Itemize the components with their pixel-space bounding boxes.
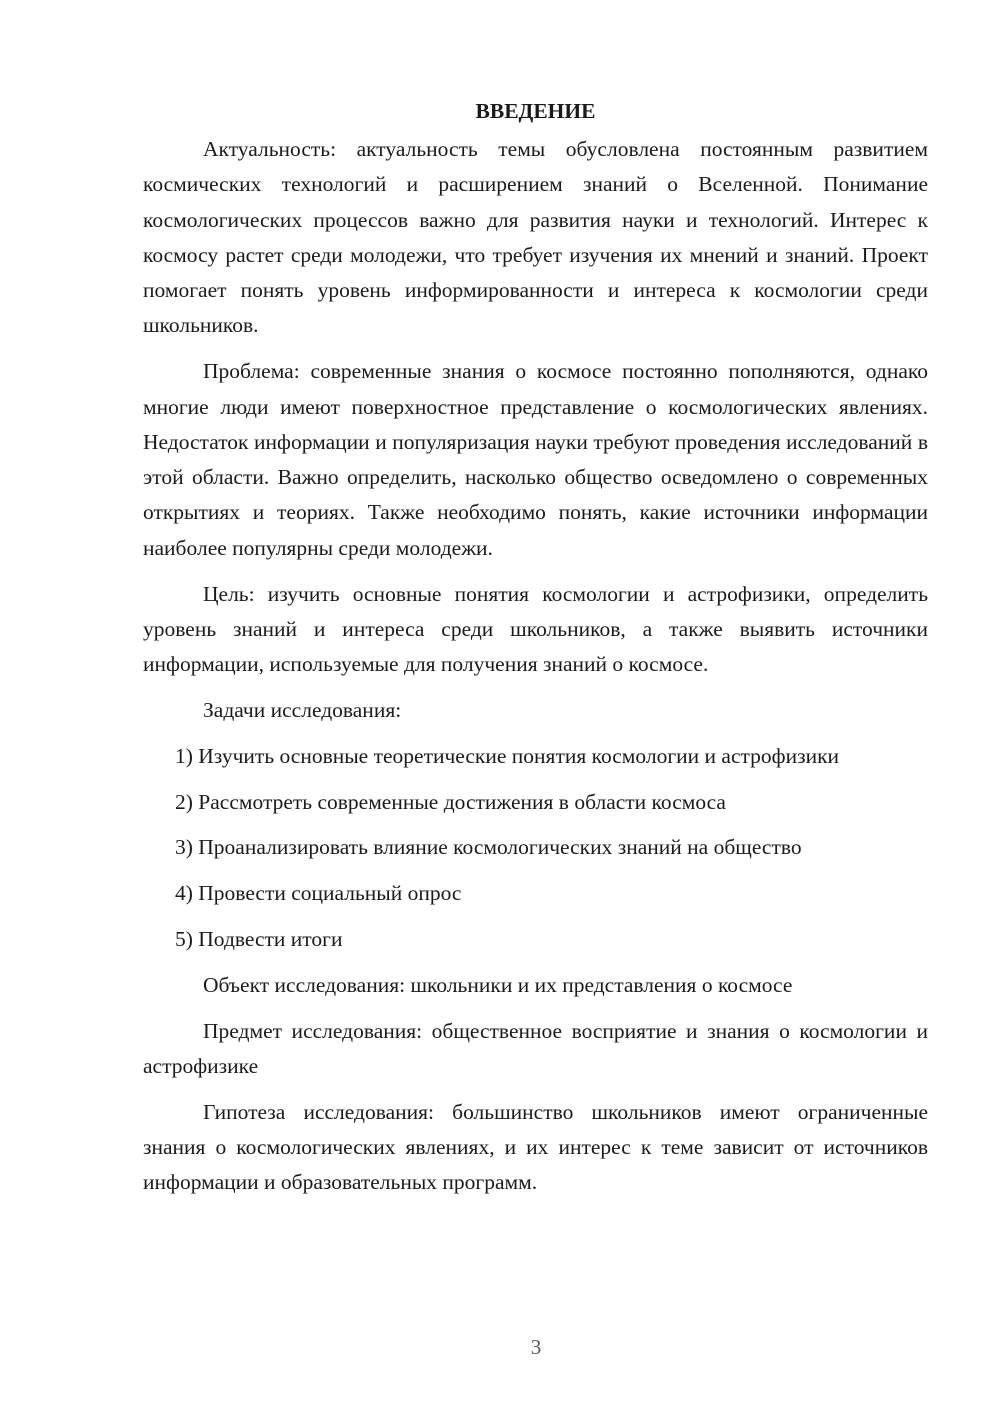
paragraph-hypothesis: Гипотеза исследования: большинство школьников имеют ограниченные знания о космологических явлениях, и их интерес к теме зависит от источников информации и образовательных программ. [143, 1099, 928, 1195]
task-item: 3) Проанализировать влияние космологических знаний на общество [175, 835, 802, 860]
task-item: 4) Провести социальный опрос [175, 881, 462, 906]
paragraph-relevance: Актуальность: актуальность темы обусловлена постоянным развитием космических технологий и расширением знаний о Вселенной. Понимание космологических процессов важно для развития науки и технологий. Интерес к космосу растет среди молодежи, что требует изучения их мнений и знаний. Проект помогает понять уровень информированности и интереса к космологии среди школьников. [143, 137, 928, 338]
page-number: 3 [530, 1335, 542, 1359]
paragraph-object: Объект исследования: школьники и их представления о космосе [203, 972, 793, 997]
task-item: 5) Подвести итоги [175, 926, 343, 951]
tasks-heading: Задачи исследования: [203, 697, 402, 722]
task-item: 1) Изучить основные теоретические понятия космологии и астрофизики [175, 743, 840, 768]
paragraph-goal: Цель: изучить основные понятия космологии и астрофизики, определить уровень знаний и интереса среди школьников, а также выявить источники информации, используемые для получения знаний о космосе. [143, 581, 928, 677]
section-title: ВВЕДЕНИЕ [475, 99, 596, 123]
paragraph-problem: Проблема: современные знания о космосе постоянно пополняются, однако многие люди имеют поверхностное представление о космологических явлениях. Недостаток информации и популяризация науки требуют проведения исследований в этой области. Важно определить, насколько общество осведомлено о современных открытиях и теориях. Также необходимо понять, какие источники информации наиболее популярны среди молодежи. [143, 359, 928, 560]
page-content [143, 94, 928, 1211]
task-item: 2) Рассмотреть современные достижения в области космоса [175, 789, 726, 814]
paragraph-subject: Предмет исследования: общественное восприятие и знания о космологии и астрофизике [143, 1018, 928, 1078]
